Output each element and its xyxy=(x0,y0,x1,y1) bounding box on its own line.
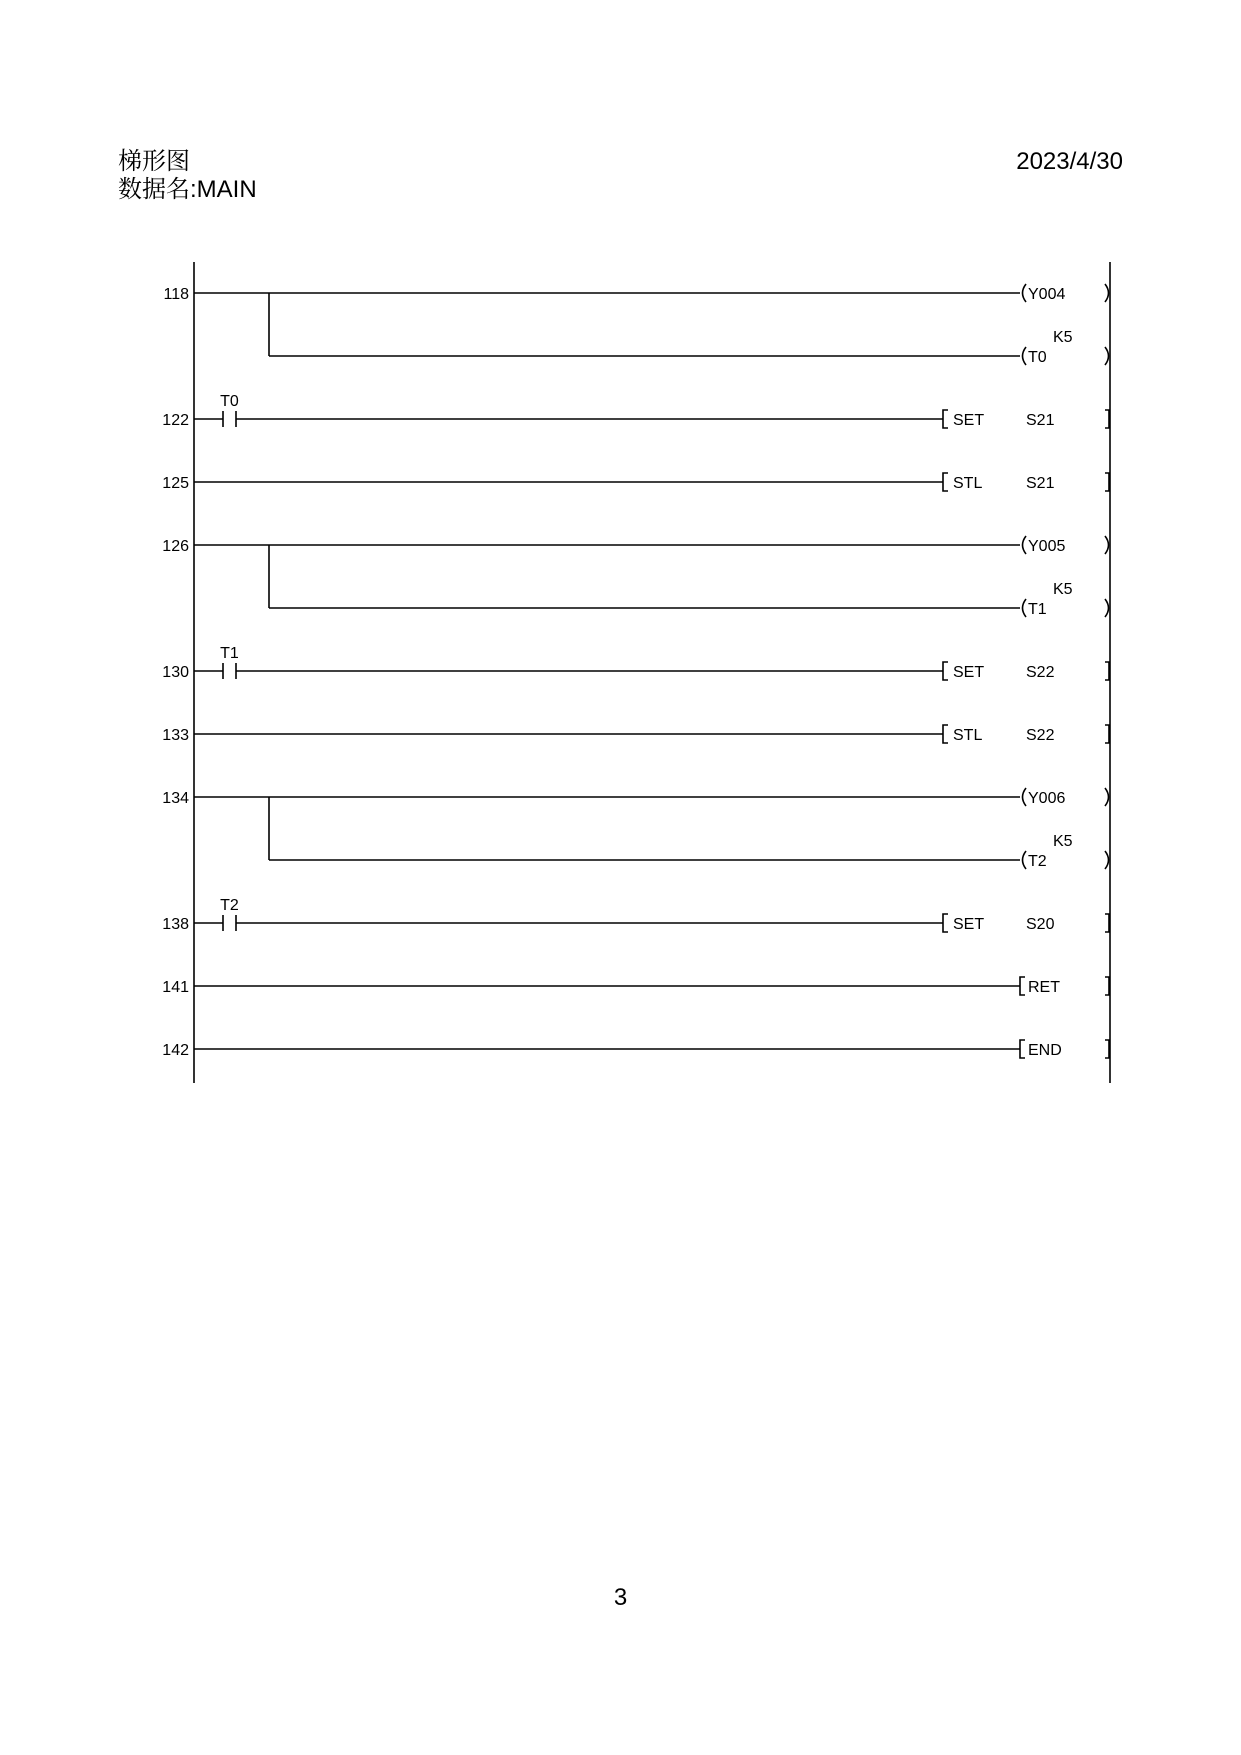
print-date: 2023/4/30 xyxy=(1016,148,1123,175)
coil-open-paren xyxy=(1023,284,1027,302)
step-number: 125 xyxy=(162,475,189,492)
instr-close-bracket xyxy=(1105,725,1109,743)
step-number: 122 xyxy=(162,412,189,429)
coil-close-paren xyxy=(1105,851,1109,869)
instruction-op: STL xyxy=(953,475,983,492)
coil-open-paren xyxy=(1023,536,1027,554)
instruction-op: SET xyxy=(953,664,985,681)
contact-label: T2 xyxy=(220,897,239,914)
step-number: 126 xyxy=(162,538,189,555)
coil-close-paren xyxy=(1105,347,1109,365)
coil-open-paren xyxy=(1023,347,1027,365)
coil-close-paren xyxy=(1105,536,1109,554)
instr-open-bracket xyxy=(943,473,948,491)
step-number: 142 xyxy=(162,1042,189,1059)
instr-open-bracket xyxy=(1020,1040,1025,1058)
instr-close-bracket xyxy=(1105,473,1109,491)
timer-constant: K5 xyxy=(1053,833,1073,850)
coil-close-paren xyxy=(1105,599,1109,617)
instruction-op: SET xyxy=(953,412,985,429)
coil-close-paren xyxy=(1105,284,1109,302)
step-number: 141 xyxy=(162,979,189,996)
instr-close-bracket xyxy=(1105,914,1109,932)
coil-open-paren xyxy=(1023,788,1027,806)
step-number: 133 xyxy=(162,727,189,744)
instr-close-bracket xyxy=(1105,1040,1109,1058)
coil-name: Y006 xyxy=(1028,790,1066,807)
data-name-separator: : xyxy=(190,176,197,203)
step-number: 134 xyxy=(162,790,189,807)
coil-name: T1 xyxy=(1028,601,1047,618)
data-name-value: MAIN xyxy=(196,176,257,203)
instruction-operand: S22 xyxy=(1026,727,1055,744)
coil-name: Y004 xyxy=(1028,286,1066,303)
instruction-operand: S21 xyxy=(1026,412,1055,429)
instruction-op: SET xyxy=(953,916,985,933)
instr-open-bracket xyxy=(943,410,948,428)
instruction-op: RET xyxy=(1028,979,1060,996)
timer-constant: K5 xyxy=(1053,581,1073,598)
step-number: 118 xyxy=(163,286,189,303)
data-name-label: 数据名 xyxy=(118,176,190,203)
instruction-op: END xyxy=(1028,1042,1062,1059)
timer-constant: K5 xyxy=(1053,329,1073,346)
contact-label: T0 xyxy=(220,393,239,410)
instr-open-bracket xyxy=(943,725,948,743)
instr-open-bracket xyxy=(943,662,948,680)
contact-label: T1 xyxy=(220,645,239,662)
step-number: 130 xyxy=(162,664,189,681)
instruction-operand: S22 xyxy=(1026,664,1055,681)
step-number: 138 xyxy=(162,916,189,933)
coil-name: T2 xyxy=(1028,853,1047,870)
instr-open-bracket xyxy=(943,914,948,932)
instruction-op: STL xyxy=(953,727,983,744)
instr-close-bracket xyxy=(1105,977,1109,995)
instruction-operand: S20 xyxy=(1026,916,1055,933)
instr-open-bracket xyxy=(1020,977,1025,995)
coil-name: Y005 xyxy=(1028,538,1066,555)
coil-close-paren xyxy=(1105,788,1109,806)
coil-open-paren xyxy=(1023,599,1027,617)
instr-close-bracket xyxy=(1105,662,1109,680)
coil-open-paren xyxy=(1023,851,1027,869)
coil-name: T0 xyxy=(1028,349,1047,366)
page-number: 3 xyxy=(613,1584,628,1611)
instruction-operand: S21 xyxy=(1026,475,1055,492)
instr-close-bracket xyxy=(1105,410,1109,428)
document-title: 梯形图 xyxy=(118,148,190,175)
